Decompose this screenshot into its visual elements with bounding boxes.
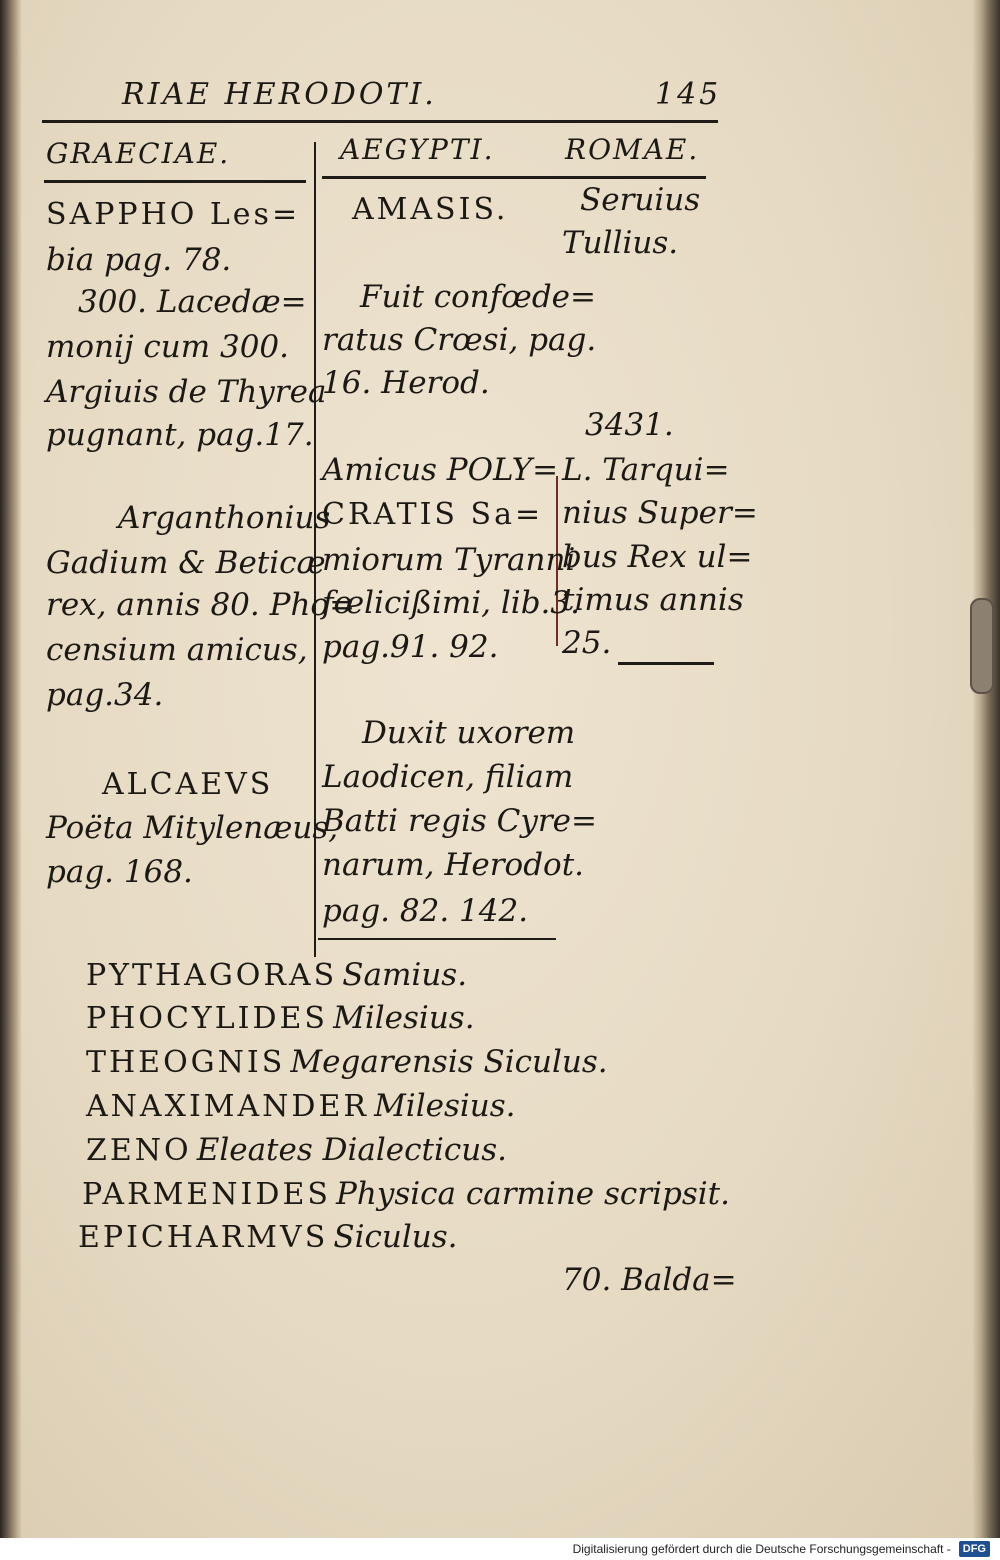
col1-line: pag. 168. xyxy=(46,854,193,890)
col2-line: narum, Herodot. xyxy=(322,847,585,883)
col2-line: fœlicißimi, lib.3. xyxy=(322,585,580,621)
col1-line: pugnant, pag.17. xyxy=(46,417,314,453)
head-rule xyxy=(42,120,718,123)
col2-line: 16. Herod. xyxy=(322,365,490,401)
col1-line: Argiuis de Thyrea xyxy=(46,374,327,410)
col1-line: SAPPHO Les= xyxy=(46,197,301,232)
list-item-desc: Eleates Dialecticus. xyxy=(196,1132,507,1168)
page-number: 145 xyxy=(655,77,722,112)
col2-line: ratus Crœsi, pag. xyxy=(322,322,597,358)
list-item-name: PARMENIDES xyxy=(82,1177,331,1212)
col1-line: Gadium & Beticæ xyxy=(46,545,326,581)
header-rule-1 xyxy=(44,180,306,183)
list-item xyxy=(86,1000,475,1036)
header-rule-2 xyxy=(322,176,706,179)
list-item-name: PHOCYLIDES xyxy=(86,1001,328,1036)
column-header-romae: ROMAE. xyxy=(565,133,700,166)
list-item xyxy=(82,1176,730,1212)
list-item xyxy=(86,1132,507,1168)
list-item-name: EPICHARMVS xyxy=(78,1220,329,1255)
col1-line: censium amicus, xyxy=(46,632,308,668)
col3-line: 3431. xyxy=(585,407,674,443)
col2-line: Batti regis Cyre= xyxy=(322,803,598,839)
col2-line: pag. 82. 142. xyxy=(322,893,529,929)
list-item-desc: Physica carmine scripsit. xyxy=(336,1176,730,1212)
col1-line: Arganthonius xyxy=(118,500,331,536)
column-header-graeciae: GRAECIAE. xyxy=(46,137,231,170)
page-clip xyxy=(970,598,994,694)
list-item xyxy=(78,1219,458,1255)
list-item xyxy=(86,1088,516,1124)
col2-line: CRATIS Sa= xyxy=(322,497,544,532)
col1-line: 300. Lacedæ= xyxy=(78,284,307,320)
list-item xyxy=(86,957,468,993)
col1-line: pag.34. xyxy=(46,677,164,713)
col3-line: nius Super= xyxy=(562,495,758,531)
list-item-name: ZENO xyxy=(86,1133,192,1168)
list-item-name: PYTHAGORAS xyxy=(86,958,338,993)
dfg-logo-icon: DFG xyxy=(959,1541,990,1557)
col1-line: monij cum 300. xyxy=(46,329,290,365)
catchword: 70. Balda= xyxy=(562,1262,737,1298)
list-item-name: THEOGNIS xyxy=(86,1045,286,1080)
col1-line: Poëta Mitylenæus, xyxy=(46,810,339,846)
col3-line: timus annis xyxy=(562,582,744,618)
col1-line: rex, annis 80. Pho= xyxy=(46,587,356,623)
col2-line: Duxit uxorem xyxy=(362,715,576,751)
footer-text: Digitalisierung gefördert durch die Deutsche Forschungsgemeinschaft - xyxy=(572,1542,951,1556)
col3-line: 25. xyxy=(562,625,612,661)
column-header-aegypti: AEGYPTI. xyxy=(340,133,495,166)
col3-end-rule xyxy=(618,662,714,665)
col2-line: Fuit confœde= xyxy=(360,279,596,315)
col2-line: miorum Tyranni xyxy=(322,542,576,578)
col2-line: pag.91. 92. xyxy=(322,629,499,665)
list-item-desc: Milesius. xyxy=(333,1000,475,1036)
running-head-title: RIAE HERODOTI. xyxy=(122,77,437,112)
list-item-desc: Samius. xyxy=(342,957,468,993)
col3-line: Seruius xyxy=(580,182,701,218)
list-item-name: ANAXIMANDER xyxy=(86,1089,369,1124)
book-spine xyxy=(0,0,22,1560)
col2-end-rule xyxy=(318,938,556,940)
list-item xyxy=(86,1044,608,1080)
list-item-desc: Siculus. xyxy=(333,1219,458,1255)
col2-line: Laodicen, filiam xyxy=(322,759,574,795)
page-edge xyxy=(972,0,1000,1540)
digitization-footer xyxy=(0,1538,1000,1560)
col1-line: ALCAEVS xyxy=(102,767,274,802)
col3-line: L. Tarqui= xyxy=(562,452,730,488)
list-item-desc: Milesius. xyxy=(374,1088,516,1124)
col2-line: Amicus POLY= xyxy=(322,452,559,488)
col2-line: AMASIS. xyxy=(352,192,509,227)
col1-line: bia pag. 78. xyxy=(46,242,232,278)
list-item-desc: Megarensis Siculus. xyxy=(290,1044,608,1080)
col3-line: bus Rex ul= xyxy=(562,539,753,575)
col3-line: Tullius. xyxy=(562,225,679,261)
